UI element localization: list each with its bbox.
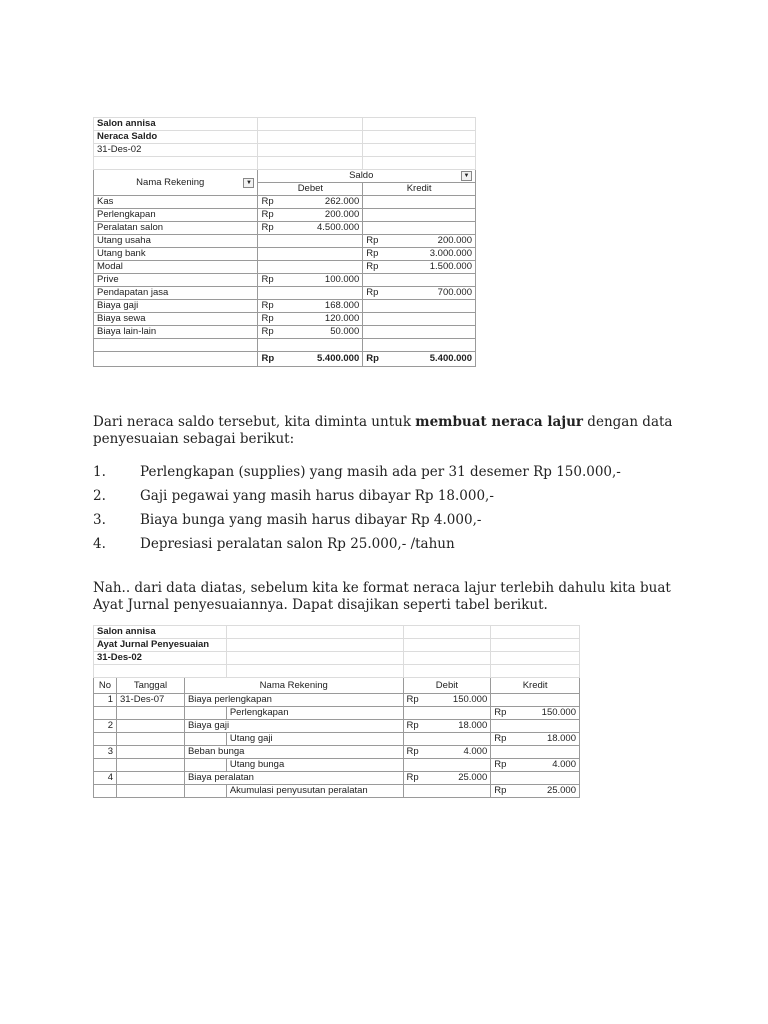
- list-item: [93, 532, 693, 556]
- kredit-amount: 700.000: [383, 287, 476, 300]
- account-name: Prive: [94, 274, 258, 287]
- table-row: [94, 733, 580, 746]
- debet-currency: Rp: [258, 196, 278, 209]
- total-kredit: 5.400.000: [383, 352, 476, 367]
- account-name: Peralatan salon: [94, 222, 258, 235]
- account-name: Beban bunga: [184, 746, 403, 759]
- account-name: Biaya lain-lain: [94, 326, 258, 339]
- debit-currency: [403, 707, 423, 720]
- debet-currency: [258, 287, 278, 300]
- debet-amount: 120.000: [278, 313, 363, 326]
- account-name: Perlengkapan: [226, 707, 403, 720]
- kredit-amount: 200.000: [383, 235, 476, 248]
- kredit-currency: Rp: [491, 785, 511, 798]
- debit-amount: [423, 707, 491, 720]
- outro-paragraph: Nah.. dari data diatas, sebelum kita ke format neraca lajur terlebih dahulu kita buat Ayat Jurnal penyesuaiannya. Dapat disajikan seperti tabel berikut.: [93, 580, 671, 613]
- table-row: [94, 772, 580, 785]
- kredit-amount: [511, 746, 580, 759]
- debet-currency: [258, 261, 278, 274]
- debet-currency: [258, 248, 278, 261]
- table-row: [94, 326, 476, 339]
- table-row: [94, 222, 476, 235]
- kredit-amount: [511, 772, 580, 785]
- kredit-currency: [363, 274, 383, 287]
- table-row: [94, 300, 476, 313]
- kredit-currency: Rp: [363, 287, 383, 300]
- company-name: Salon annisa: [94, 118, 258, 131]
- table-row: [94, 707, 580, 720]
- entry-date: [116, 707, 184, 720]
- sheet-date: 31-Des-02: [94, 144, 258, 157]
- table-row: [94, 694, 580, 707]
- kredit-currency: Rp: [491, 707, 511, 720]
- kredit-amount: [383, 300, 476, 313]
- entry-number: 4: [94, 772, 117, 785]
- debit-amount: 18.000: [423, 720, 491, 733]
- debit-amount: 4.000: [423, 746, 491, 759]
- jurnal-header-row: [94, 678, 580, 694]
- account-name: Utang bank: [94, 248, 258, 261]
- debet-currency: Rp: [258, 300, 278, 313]
- kredit-amount: [383, 209, 476, 222]
- header-nama-rekening: Nama Rekening: [184, 678, 403, 694]
- sheet-title: Neraca Saldo: [94, 131, 258, 144]
- header-kredit: Kredit: [491, 678, 580, 694]
- debet-amount: 100.000: [278, 274, 363, 287]
- kredit-amount: 25.000: [511, 785, 580, 798]
- list-number: 1.: [93, 464, 106, 480]
- kredit-currency: [363, 326, 383, 339]
- kredit-amount: [511, 694, 580, 707]
- kredit-currency: [491, 772, 511, 785]
- debet-currency: Rp: [258, 209, 278, 222]
- intro-bold: membuat neraca lajur: [415, 414, 584, 430]
- table-row: [94, 274, 476, 287]
- jurnal-date: 31-Des-02: [94, 652, 227, 665]
- kredit-amount: [383, 326, 476, 339]
- filter-dropdown-icon[interactable]: ▼: [243, 178, 254, 188]
- debit-currency: [403, 785, 423, 798]
- debet-currency: [258, 235, 278, 248]
- account-name: Kas: [94, 196, 258, 209]
- debet-amount: [278, 261, 363, 274]
- account-name: Biaya gaji: [94, 300, 258, 313]
- entry-number: 1: [94, 694, 117, 707]
- debit-amount: 150.000: [423, 694, 491, 707]
- debet-amount: 200.000: [278, 209, 363, 222]
- account-name: Modal: [94, 261, 258, 274]
- kredit-currency: [363, 300, 383, 313]
- entry-number: [94, 759, 117, 772]
- table-row: [94, 287, 476, 300]
- debit-currency: Rp: [403, 694, 423, 707]
- entry-number: 3: [94, 746, 117, 759]
- debet-amount: 168.000: [278, 300, 363, 313]
- table-row: [94, 785, 580, 798]
- kredit-currency: Rp: [491, 733, 511, 746]
- entry-date: [116, 746, 184, 759]
- table-row: [94, 209, 476, 222]
- account-name: Biaya peralatan: [184, 772, 403, 785]
- list-text: Biaya bunga yang masih harus dibayar Rp 4.000,-: [140, 512, 482, 528]
- kredit-currency: [363, 196, 383, 209]
- table-row: [94, 313, 476, 326]
- debet-amount: [278, 235, 363, 248]
- table-row: [94, 759, 580, 772]
- list-text: Perlengkapan (supplies) yang masih ada per 31 desemer Rp 150.000,-: [140, 464, 621, 480]
- debit-currency: [403, 733, 423, 746]
- account-name: Akumulasi penyusutan peralatan: [226, 785, 403, 798]
- list-text: Depresiasi peralatan salon Rp 25.000,- /tahun: [140, 536, 455, 552]
- account-name: Biaya perlengkapan: [184, 694, 403, 707]
- table-row: [94, 235, 476, 248]
- kredit-currency: Rp: [363, 261, 383, 274]
- jurnal-company: Salon annisa: [94, 626, 227, 639]
- account-name: Pendapatan jasa: [94, 287, 258, 300]
- list-number: 4.: [93, 536, 106, 552]
- debet-currency: Rp: [258, 222, 278, 235]
- table-row: [94, 248, 476, 261]
- account-name: Perlengkapan: [94, 209, 258, 222]
- header-debit: Debit: [403, 678, 491, 694]
- account-name: Utang bunga: [226, 759, 403, 772]
- table-row: [94, 196, 476, 209]
- entry-number: [94, 733, 117, 746]
- kredit-currency: [491, 720, 511, 733]
- debet-currency: Rp: [258, 274, 278, 287]
- kredit-amount: [383, 274, 476, 287]
- debit-amount: [423, 733, 491, 746]
- debit-currency: [403, 759, 423, 772]
- list-number: 2.: [93, 488, 106, 504]
- debet-currency: Rp: [258, 326, 278, 339]
- debit-amount: 25.000: [423, 772, 491, 785]
- debet-amount: 262.000: [278, 196, 363, 209]
- jurnal-table: [93, 625, 580, 798]
- kredit-currency: [363, 313, 383, 326]
- kredit-currency: Rp: [491, 759, 511, 772]
- account-name: Biaya gaji: [184, 720, 403, 733]
- header-tanggal: Tanggal: [116, 678, 184, 694]
- entry-number: [94, 707, 117, 720]
- kredit-amount: 4.000: [511, 759, 580, 772]
- kredit-currency: [363, 222, 383, 235]
- kredit-currency: [363, 209, 383, 222]
- entry-date: [116, 785, 184, 798]
- header-nama-rekening[interactable]: Nama Rekening ▼: [94, 170, 258, 196]
- kredit-currency: [491, 746, 511, 759]
- debit-amount: [423, 759, 491, 772]
- debet-amount: [278, 248, 363, 261]
- debet-amount: [278, 287, 363, 300]
- entry-date: [116, 733, 184, 746]
- account-name: Utang usaha: [94, 235, 258, 248]
- kredit-currency: Rp: [363, 235, 383, 248]
- kredit-amount: 150.000: [511, 707, 580, 720]
- jurnal-title: Ayat Jurnal Penyesuaian: [94, 639, 227, 652]
- entry-date: [116, 772, 184, 785]
- debit-amount: [423, 785, 491, 798]
- list-item: [93, 460, 693, 484]
- intro-paragraph: Dari neraca saldo tersebut, kita diminta untuk membuat neraca lajur dengan data penyesuaian sebagai berikut:: [93, 414, 673, 447]
- entry-number: 2: [94, 720, 117, 733]
- list-item: [93, 484, 693, 508]
- header-kredit: Kredit: [363, 183, 476, 196]
- kredit-amount: 18.000: [511, 733, 580, 746]
- header-debet: Debet: [258, 183, 363, 196]
- adjustment-list: [93, 460, 693, 556]
- kredit-amount: [383, 196, 476, 209]
- entry-number: [94, 785, 117, 798]
- kredit-currency: [491, 694, 511, 707]
- kredit-amount: [383, 313, 476, 326]
- kredit-amount: 3.000.000: [383, 248, 476, 261]
- debit-currency: Rp: [403, 772, 423, 785]
- debet-amount: 4.500.000: [278, 222, 363, 235]
- entry-date: 31-Des-07: [116, 694, 184, 707]
- table-row: [94, 746, 580, 759]
- list-text: Gaji pegawai yang masih harus dibayar Rp 18.000,-: [140, 488, 494, 504]
- entry-date: [116, 759, 184, 772]
- table-row: [94, 720, 580, 733]
- header-no: No: [94, 678, 117, 694]
- kredit-amount: 1.500.000: [383, 261, 476, 274]
- filter-dropdown-icon[interactable]: ▼: [461, 171, 472, 181]
- kredit-amount: [383, 222, 476, 235]
- total-debet: 5.400.000: [278, 352, 363, 367]
- list-item: [93, 508, 693, 532]
- kredit-amount: [511, 720, 580, 733]
- entry-date: [116, 720, 184, 733]
- account-name: Utang gaji: [226, 733, 403, 746]
- debet-amount: 50.000: [278, 326, 363, 339]
- account-name: Biaya sewa: [94, 313, 258, 326]
- kredit-currency: Rp: [363, 248, 383, 261]
- debet-currency: Rp: [258, 313, 278, 326]
- neraca-saldo-table: [93, 117, 476, 367]
- debit-currency: Rp: [403, 746, 423, 759]
- debit-currency: Rp: [403, 720, 423, 733]
- list-number: 3.: [93, 512, 106, 528]
- header-saldo[interactable]: Saldo ▼: [258, 170, 476, 183]
- table-row: [94, 261, 476, 274]
- total-row: Rp 5.400.000 Rp 5.400.000: [94, 352, 476, 367]
